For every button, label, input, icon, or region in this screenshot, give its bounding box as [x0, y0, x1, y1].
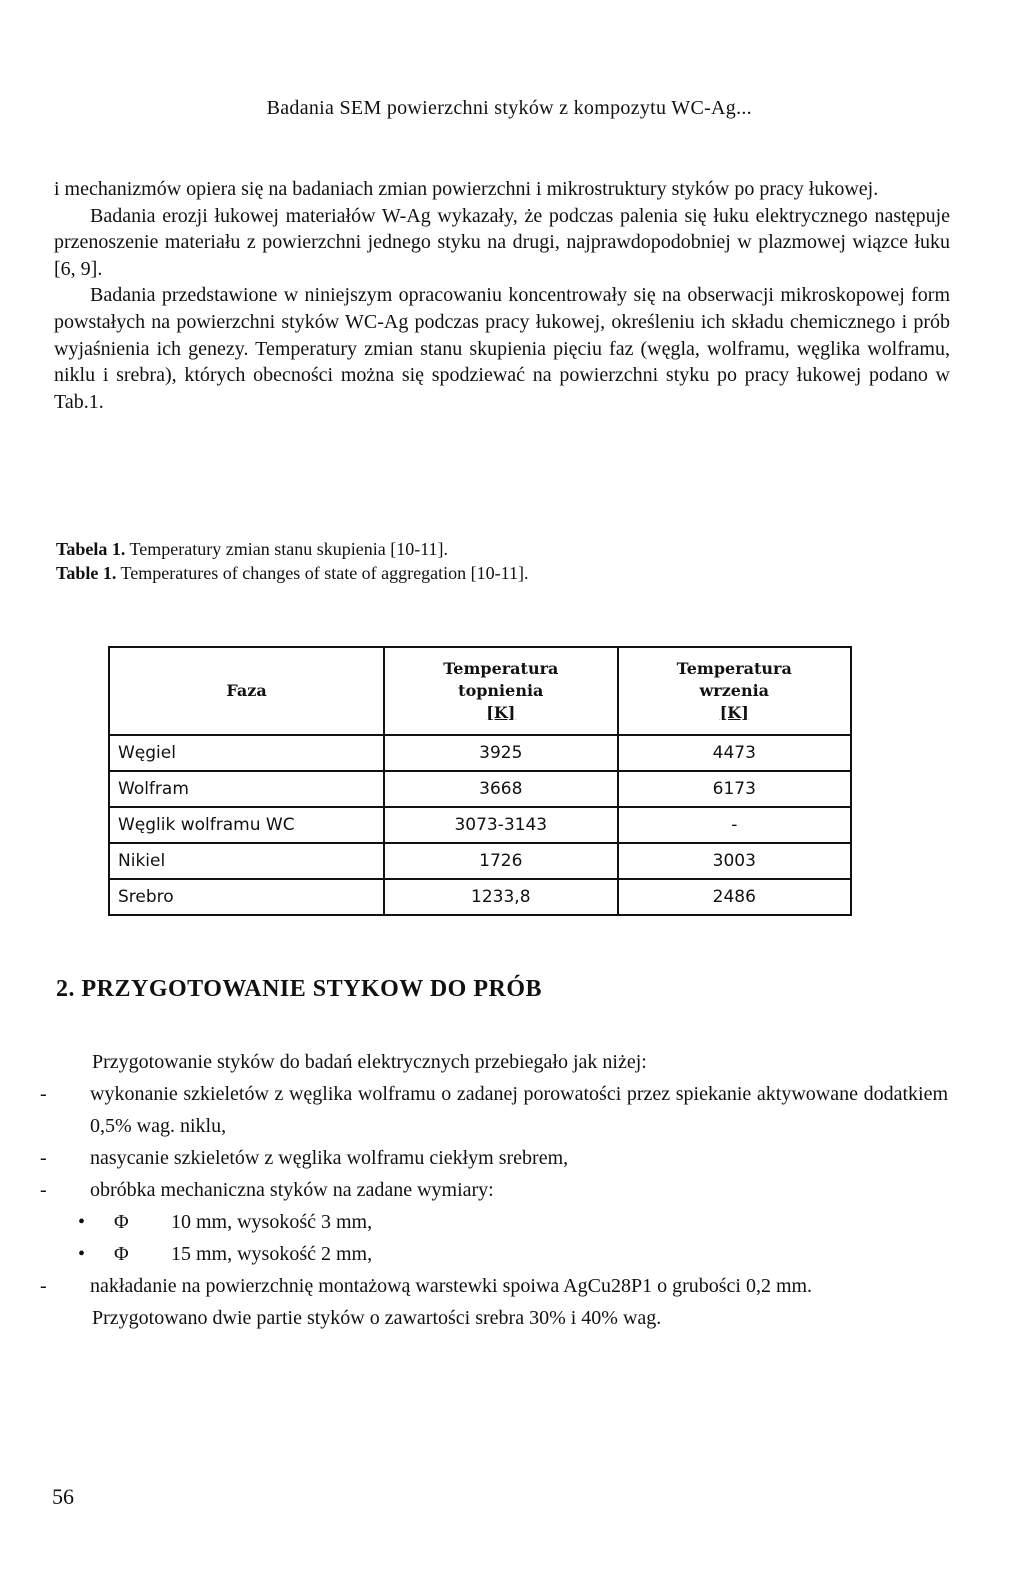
- cell-boiling: 4473: [618, 735, 851, 771]
- intro-paragraph-1: i mechanizmów opiera się na badaniach zmian powierzchni i mikrostruktury styków po pracy łukowej.: [54, 178, 879, 200]
- header-melting-line1: Temperatura: [443, 659, 559, 678]
- sub-list-item-text: 10 mm, wysokość 3 mm,: [171, 1211, 373, 1233]
- table-header-row: [109, 647, 851, 735]
- temperature-table: [108, 646, 852, 916]
- caption-en: [56, 561, 528, 585]
- bullet-icon: •: [78, 1243, 86, 1265]
- page-number: 56: [52, 1484, 74, 1509]
- intro-paragraph-3: Badania przedstawione w niniejszym opracowaniu koncentrowały się na obserwacji mikroskopowej form powstałych na powierzchni styków WC-Ag podczas pracy łukowej, określeniu ich składu chemicznego i prób wyjaśnienia ich genezy. Temperatury zmian stanu skupienia pięciu faz (węgla, wolframu, węglika wolframu, niklu i srebra), których obecności można się spodziewać na powierzchni styku po pracy łukowej podano w Tab.1.: [54, 284, 950, 413]
- header-boiling-line1: Temperatura: [676, 659, 792, 678]
- list-item-text: obróbka mechaniczna styków na zadane wymiary:: [90, 1179, 494, 1201]
- header-boiling-unit: [K]: [719, 703, 749, 722]
- table-captions: [56, 537, 528, 585]
- preparation-section: [40, 1046, 948, 1334]
- diameter-symbol: Φ: [114, 1243, 129, 1265]
- preparation-closing: Przygotowano dwie partie styków o zawartości srebra 30% i 40% wag.: [92, 1307, 662, 1329]
- cell-boiling: 6173: [618, 771, 851, 807]
- header-melting-line2: topnienia: [458, 681, 544, 700]
- cell-boiling: -: [618, 807, 851, 843]
- section-heading: 2. PRZYGOTOWANIE STYKOW DO PRÓB: [56, 976, 543, 1002]
- dash-marker: -: [40, 1147, 47, 1169]
- intro-text: [54, 176, 950, 415]
- table-row: [109, 735, 851, 771]
- bullet-icon: •: [78, 1211, 86, 1233]
- table-row: [109, 771, 851, 807]
- caption-en-label: Table 1.: [56, 563, 117, 583]
- list-item: [40, 1078, 948, 1142]
- list-item: [40, 1174, 948, 1206]
- caption-pl: [56, 537, 528, 561]
- sub-list-item: [40, 1206, 948, 1238]
- cell-phase: Srebro: [109, 879, 384, 915]
- dash-marker: -: [40, 1083, 47, 1105]
- list-item-text: wykonanie szkieletów z węglika wolframu o zadanej porowatości przez spiekanie aktywowane dodatkiem 0,5% wag. niklu,: [90, 1083, 948, 1137]
- header-boiling: [618, 647, 851, 735]
- cell-boiling: 3003: [618, 843, 851, 879]
- dash-marker: -: [40, 1179, 47, 1201]
- intro-paragraph-2: Badania erozji łukowej materiałów W-Ag wykazały, że podczas palenia się łuku elektrycznego następuje przenoszenie materiału z powierzchni jednego styku na drugi, najprawdopodobniej w plazmowej wiązce łuku [6, 9].: [54, 204, 950, 280]
- list-item-text: nakładanie na powierzchnię montażową warstewki spoiwa AgCu28P1 o grubości 0,2 mm.: [90, 1275, 813, 1297]
- list-item-text: nasycanie szkieletów z węglika wolframu ciekłym srebrem,: [90, 1147, 569, 1169]
- header-boiling-line2: wrzenia: [699, 681, 770, 700]
- table-row: [109, 879, 851, 915]
- table-row: [109, 807, 851, 843]
- caption-en-text: Temperatures of changes of state of aggregation [10-11].: [120, 563, 529, 583]
- cell-phase: Węglik wolframu WC: [109, 807, 384, 843]
- caption-pl-text: Temperatury zmian stanu skupienia [10-11].: [129, 539, 449, 559]
- sub-list-item: [40, 1238, 948, 1270]
- cell-melting: 1233,8: [384, 879, 617, 915]
- sub-list-item-text: 15 mm, wysokość 2 mm,: [171, 1243, 373, 1265]
- cell-melting: 3668: [384, 771, 617, 807]
- list-item: [40, 1270, 948, 1302]
- dash-marker: -: [40, 1275, 47, 1297]
- caption-pl-label: Tabela 1.: [56, 539, 126, 559]
- cell-phase: Nikiel: [109, 843, 384, 879]
- cell-phase: Wolfram: [109, 771, 384, 807]
- list-item: [40, 1142, 948, 1174]
- header-phase: Faza: [109, 647, 384, 735]
- header-melting-unit: [K]: [486, 703, 516, 722]
- cell-melting: 1726: [384, 843, 617, 879]
- header-melting: [384, 647, 617, 735]
- cell-melting: 3925: [384, 735, 617, 771]
- cell-phase: Węgiel: [109, 735, 384, 771]
- cell-melting: 3073-3143: [384, 807, 617, 843]
- cell-boiling: 2486: [618, 879, 851, 915]
- running-header: Badania SEM powierzchni styków z kompozytu WC-Ag...: [266, 97, 752, 119]
- table-row: [109, 843, 851, 879]
- diameter-symbol: Φ: [114, 1211, 129, 1233]
- preparation-lead: Przygotowanie styków do badań elektrycznych przebiegało jak niżej:: [92, 1051, 647, 1073]
